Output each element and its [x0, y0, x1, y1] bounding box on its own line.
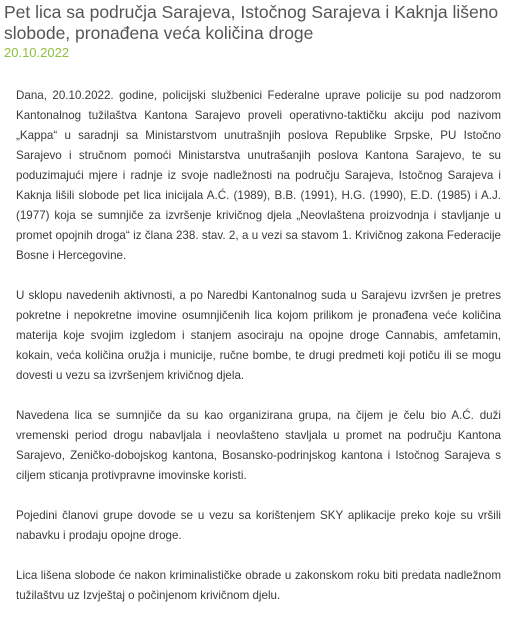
article-paragraph-4: Pojedini članovi grupe dovode se u vezu sa korištenjem SKY aplikacije preko koje su vršili nabavku i prodaju opojne droge.: [16, 509, 501, 542]
article-date: 20.10.2022: [4, 45, 70, 60]
article-body: [16, 86, 501, 626]
article-title: Pet lica sa područja Sarajeva, Istočnog Sarajeva i Kaknja lišeno slobode, pronađena veća količina droge: [4, 2, 499, 43]
article-paragraph-1: Dana, 20.10.2022. godine, policijski službenici Federalne uprave policije su pod nadzorom Kantonalnog tužilaštva Kantona Sarajevo proveli operativno-taktičku akciju pod nazivom „Kappa“ u saradnji sa Ministarstvom unutrašnjih poslova Republike Srpske, PU Istočno Sarajevo i stručnom pomoći Ministarstva unutrašanjih poslova Kantona Sarajevo, te su poduzimajući mjere i radnje iz svoje nadležnosti na području Sarajeva, Istočnog Sarajeva i Kaknja lišili slobode pet lica inicijala A.Ć. (1989), B.B. (1991), H.G. (1990), E.D. (1985) i A.J. (1977) koja se sumnjiče za izvršenje krivičnog djela „Neovlaštena proizvodnja i stavljanje u promet opojnih droga“ iz člana 238. stav. 2, a u vezi sa stavom 1. Krivičnog zakona Federacije Bosne i Hercegovine.: [16, 89, 501, 262]
article-paragraph-5: Lica lišena slobode će nakon kriminalističke obrade u zakonskom roku biti predata nadležnom tužilaštvu uz Izvještaj o počinjenom krivičnom djelu.: [16, 569, 501, 602]
article-paragraph-2: U sklopu navedenih aktivnosti, a po Naredbi Kantonalnog suda u Sarajevu izvršen je pretres pokretne i nepokretne imovine osumnjičenih lica kojom prilikom je pronađena veće količina materija koje svojim izgledom i stanjem asociraju na opojne droge Cannabis, amfetamin, kokain, veća količina oružja i municije, ručne bombe, te drugi predmeti koji potiču ili se mogu dovesti u vezu sa izvršenjem krivičnog djela.: [16, 289, 501, 382]
article-paragraph-3: Navedena lica se sumnjiče da su kao organizirana grupa, na čijem je čelu bio A.Ć. duži vremenski period drogu nabavljala i neovlašteno stavljala u promet na području Kantona Sarajevo, Zeničko-dobojskog kantona, Bosansko-podrinjskog kantona i Istočnog Sarajeva s ciljem sticanja protivpravne imovinske koristi.: [16, 409, 501, 482]
article-header: [4, 2, 514, 61]
